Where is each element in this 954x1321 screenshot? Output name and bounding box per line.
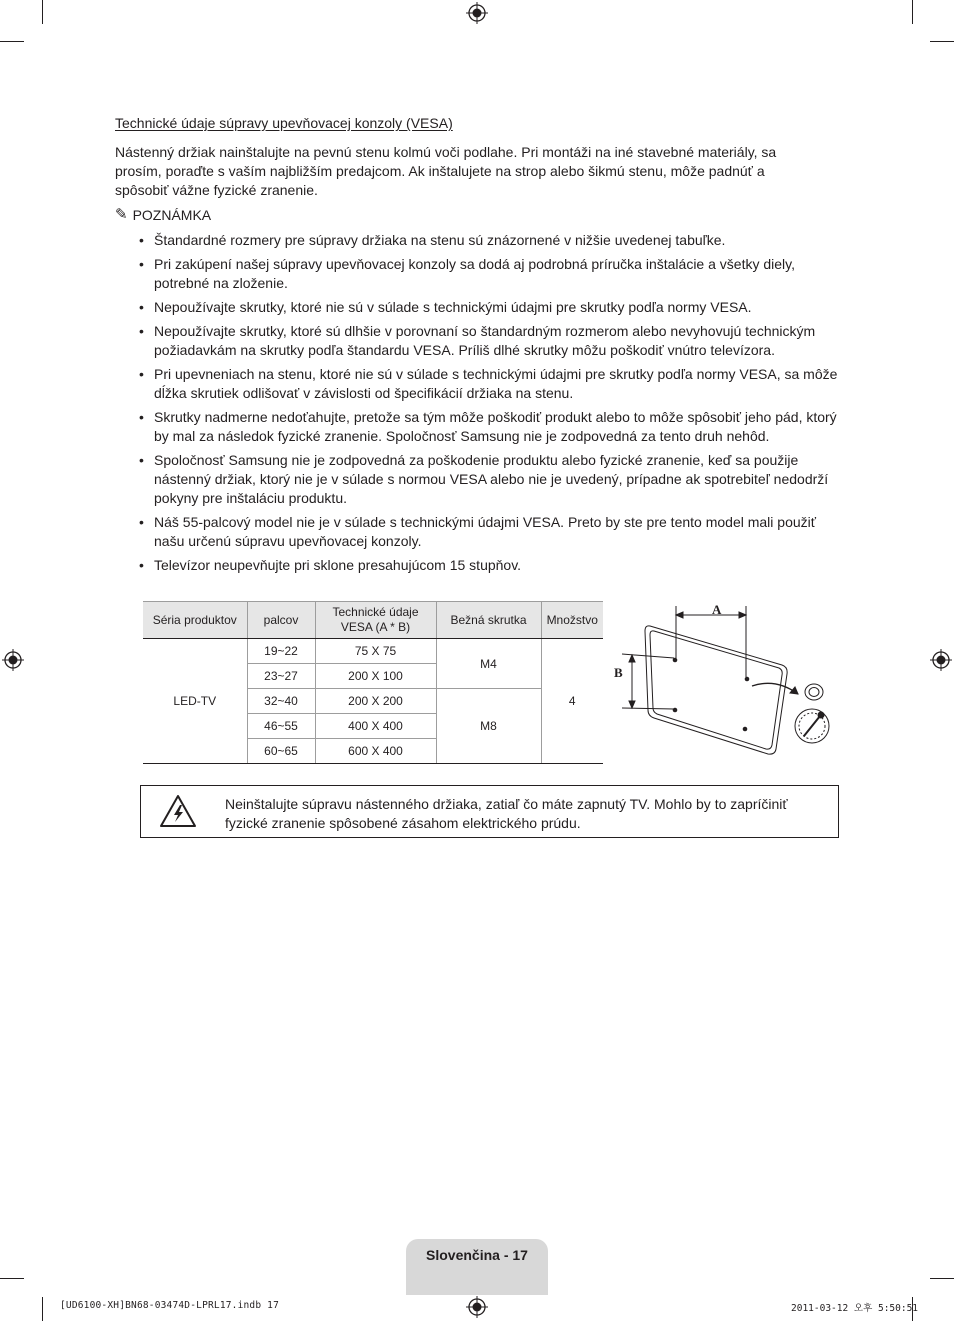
intro-paragraph: Nástenný držiak nainštalujte na pevnú stenu kolmú voči podlahe. Pri montáži na iné stavebné materiály, sa prosím, poraďte s vaším najbližším predajcom. Ak inštalujete na strop alebo šikmú stenu, môže padnúť a spôsobiť vážne fyzické zranenie. bbox=[115, 144, 777, 198]
list-item: • Náš 55-palcový model nie je v súlade s technickými údajmi VESA. Preto by ste pre tento model mali použiť našu určenú súpravu upevňovacej konzoly. bbox=[139, 513, 841, 551]
dimension-label-a: A bbox=[712, 602, 722, 617]
vesa-cell: 200 X 100 bbox=[315, 664, 436, 689]
table-header-row bbox=[143, 602, 603, 639]
crop-mark bbox=[42, 0, 43, 24]
inches-cell: 19~22 bbox=[247, 639, 315, 664]
vesa-cell: 75 X 75 bbox=[315, 639, 436, 664]
inches-cell: 32~40 bbox=[247, 689, 315, 714]
crop-mark bbox=[42, 1297, 43, 1321]
registration-mark-icon bbox=[2, 649, 24, 671]
print-info-file: [UD6100-XH]BN68-03474D-LPRL17.indb 17 bbox=[60, 1300, 280, 1311]
section-title: Technické údaje súpravy upevňovacej konzoly (VESA) bbox=[115, 115, 453, 131]
list-item: • Pri upevneniach na stenu, ktoré nie sú v súlade s technickými údajmi pre skrutky podľa normy VESA, sa môže dĺžka skrutiek odlišovať v závislosti od špecifikácií držiaka na stenu. bbox=[139, 365, 841, 403]
quantity-cell: 4 bbox=[541, 639, 603, 764]
warning-box bbox=[140, 785, 839, 838]
crop-mark bbox=[930, 1278, 954, 1279]
header-vesa: Technické údaje VESA (A * B) bbox=[315, 602, 436, 639]
screw-cell: M4 bbox=[436, 639, 541, 689]
dimension-label-b: B bbox=[614, 665, 623, 680]
registration-mark-icon bbox=[466, 1296, 488, 1318]
series-cell: LED-TV bbox=[143, 639, 247, 764]
list-item: • Štandardné rozmery pre súpravy držiaka na stenu sú znázornené v nižšie uvedenej tabuľke. bbox=[139, 231, 841, 250]
inches-cell: 60~65 bbox=[247, 739, 315, 764]
header-inches: palcov bbox=[247, 602, 315, 639]
header-series: Séria produktov bbox=[143, 602, 247, 639]
electric-shock-warning-icon bbox=[159, 794, 197, 828]
inches-cell: 46~55 bbox=[247, 714, 315, 739]
crop-mark bbox=[0, 1278, 24, 1279]
note-bullet-list bbox=[139, 231, 841, 580]
page-number-label: Slovenčina - 17 bbox=[426, 1247, 528, 1263]
header-screw: Bežná skrutka bbox=[436, 602, 541, 639]
list-item: • Televízor neupevňujte pri sklone presahujúcom 15 stupňov. bbox=[139, 556, 841, 575]
page-footer-tab bbox=[406, 1239, 548, 1295]
vesa-cell: 600 X 400 bbox=[315, 739, 436, 764]
list-item: • Skrutky nadmerne nedoťahujte, pretože sa tým môže poškodiť produkt alebo to môže spôsobiť jeho pád, ktorý by mal za následok fyzické zranenie. Spoločnosť Samsung nie je zodpovedná za tento druh nehôd. bbox=[139, 408, 841, 446]
list-item: • Spoločnosť Samsung nie je zodpovedná za poškodenie produktu alebo fyzické zranenie, keď sa použije nástenný držiak, ktorý nie je v súlade s normou VESA alebo nie je uvedený, prípadne ak spotrebiteľ nedodrží pokyny pre inštaláciu produktu. bbox=[139, 451, 841, 508]
screw-cell: M8 bbox=[436, 689, 541, 764]
inches-cell: 23~27 bbox=[247, 664, 315, 689]
crop-mark bbox=[912, 0, 913, 24]
list-item: • Nepoužívajte skrutky, ktoré sú dlhšie v porovnaní so štandardným rozmerom alebo nevyhovujú technickým požiadavkám na skrutky podľa štandardu VESA. Príliš dlhé skrutky môžu poškodiť vnútro televízora. bbox=[139, 322, 841, 360]
crop-mark bbox=[930, 41, 954, 42]
warning-text: Neinštalujte súpravu nástenného držiaka, zatiaľ čo máte zapnutý TV. Mohlo by to zapríčiniť fyzické zranenie spôsobené zásahom elektrického prúdu. bbox=[225, 796, 788, 831]
pencil-icon: ✎ bbox=[115, 206, 128, 223]
print-info-timestamp: 2011-03-12 오후 5:50:51 bbox=[791, 1303, 919, 1314]
registration-mark-icon bbox=[466, 2, 488, 24]
note-label: POZNÁMKA bbox=[132, 207, 212, 223]
vesa-cell: 400 X 400 bbox=[315, 714, 436, 739]
tv-mounting-diagram bbox=[608, 598, 844, 764]
note-heading bbox=[115, 207, 211, 223]
crop-mark bbox=[0, 41, 24, 42]
table-row bbox=[143, 639, 603, 664]
vesa-spec-table bbox=[143, 601, 603, 764]
vesa-cell: 200 X 200 bbox=[315, 689, 436, 714]
registration-mark-icon bbox=[930, 649, 952, 671]
header-quantity: Množstvo bbox=[541, 602, 603, 639]
list-item: • Nepoužívajte skrutky, ktoré nie sú v súlade s technickými údajmi pre skrutky podľa normy VESA. bbox=[139, 298, 841, 317]
list-item: • Pri zakúpení našej súpravy upevňovacej konzoly sa dodá aj podrobná príručka inštalácie a všetky diely, potrebné na zloženie. bbox=[139, 255, 841, 293]
